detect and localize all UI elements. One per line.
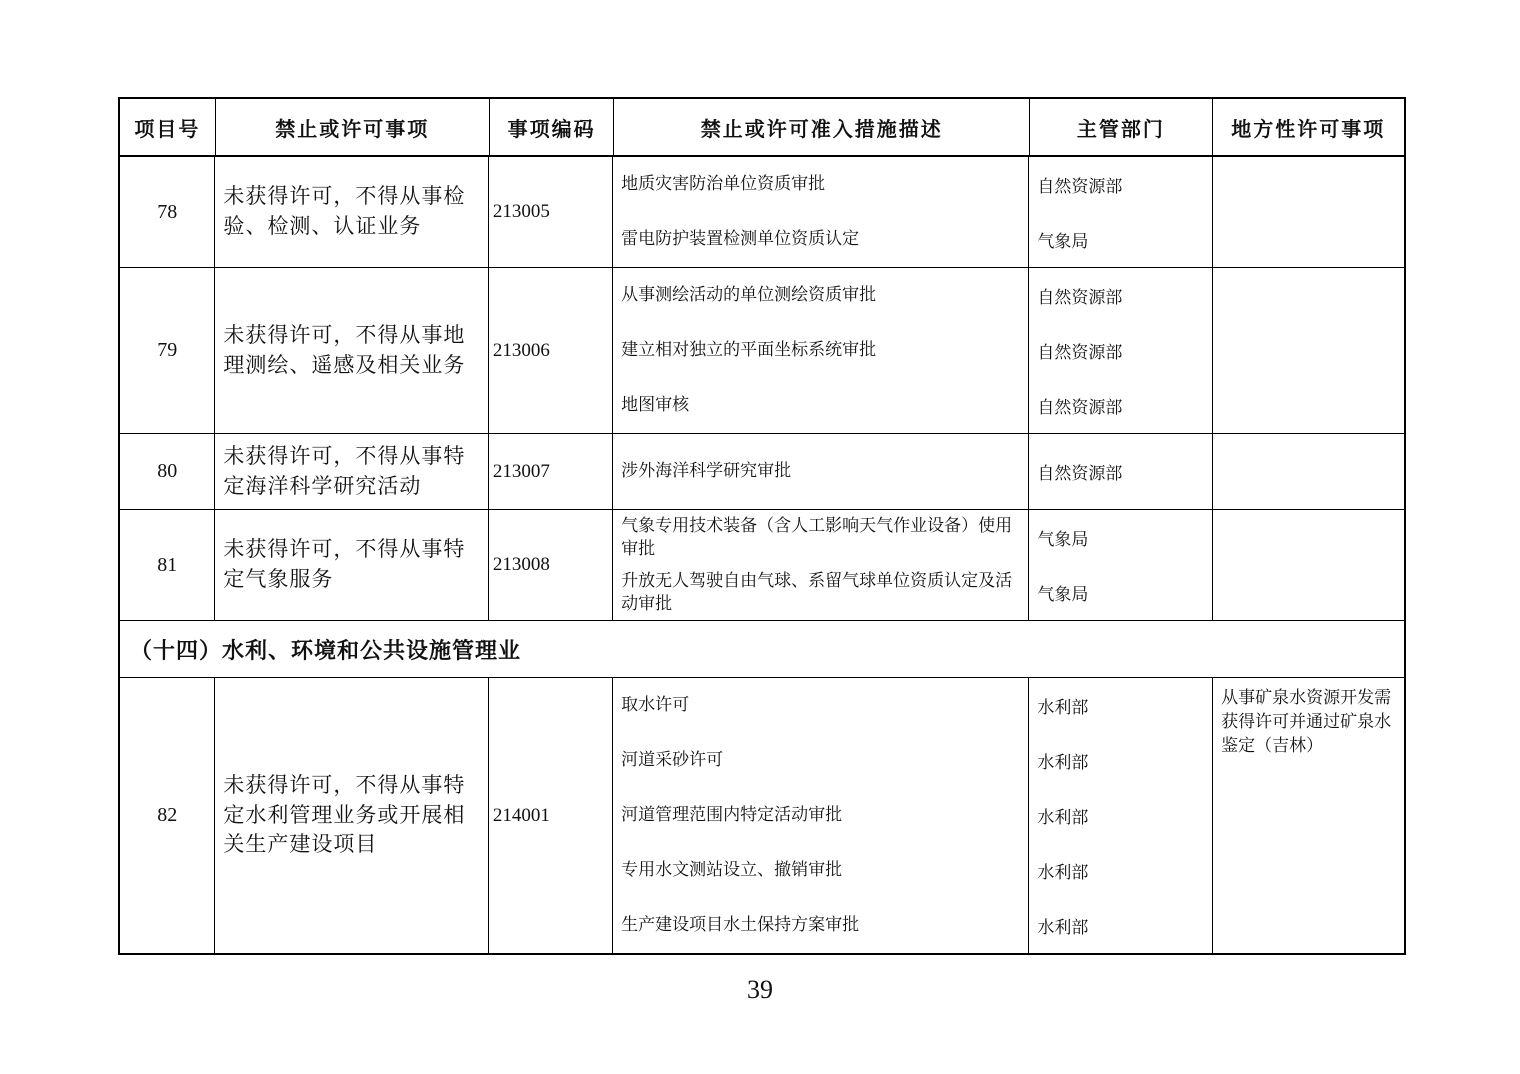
header-measure-description: 禁止或许可准入措施描述: [614, 99, 1030, 155]
measure-description: 气象专用技术装备（含人工影响天气作业设备）使用审批: [613, 510, 1029, 565]
measure-department: 水利部: [1037, 863, 1089, 882]
measure-department: 气象局: [1037, 530, 1089, 549]
measure-row: [613, 898, 1212, 953]
measure-row: [613, 843, 1212, 898]
cell-measures: [613, 157, 1213, 267]
measure-row: [613, 268, 1212, 323]
measure-department: 自然资源部: [1037, 288, 1123, 307]
measure-department: 水利部: [1037, 753, 1089, 772]
cell-prohibited-item: 未获得许可，不得从事地理测绘、遥感及相关业务: [215, 268, 488, 433]
header-competent-department: 主管部门: [1030, 99, 1212, 155]
measure-row: [613, 733, 1212, 788]
page-number: 39: [747, 975, 773, 1004]
measure-description: 从事测绘活动的单位测绘资质审批: [613, 268, 1029, 323]
header-project-number: 项目号: [120, 99, 216, 155]
header-local-permit-item: 地方性许可事项: [1231, 118, 1386, 141]
cell-item-code: 214001: [489, 678, 613, 953]
measure-row: [613, 378, 1212, 433]
measure-description: 地质灾害防治单位资质审批: [613, 157, 1029, 212]
cell-local-permit: [1213, 434, 1404, 509]
cell-project-number: 81: [120, 510, 215, 620]
cell-measures: [613, 434, 1213, 509]
cell-project-number: 80: [120, 434, 215, 509]
measure-department: 水利部: [1037, 918, 1089, 937]
measure-description: 升放无人驾驶自由气球、系留气球单位资质认定及活动审批: [613, 565, 1029, 620]
cell-local-permit: [1213, 510, 1404, 620]
cell-item-code: 213008: [489, 510, 613, 620]
table-row: [120, 157, 1404, 268]
measure-row: [613, 323, 1212, 378]
measure-department: 气象局: [1037, 585, 1089, 604]
measure-department: 自然资源部: [1037, 177, 1123, 196]
measure-department: 自然资源部: [1037, 464, 1123, 483]
measure-row: [613, 678, 1212, 733]
measure-row: [613, 510, 1212, 565]
measure-department: 水利部: [1037, 808, 1089, 827]
measure-description: 专用水文测站设立、撤销审批: [613, 843, 1029, 898]
measure-row: [613, 157, 1212, 212]
cell-project-number: 82: [120, 678, 215, 953]
measure-department: 自然资源部: [1037, 398, 1123, 417]
section-header: （十四）水利、环境和公共设施管理业: [120, 621, 1404, 678]
cell-measures: [613, 268, 1213, 433]
cell-prohibited-item: 未获得许可，不得从事特定海洋科学研究活动: [215, 434, 488, 509]
measure-description: 河道管理范围内特定活动审批: [613, 788, 1029, 843]
cell-measures: [613, 678, 1213, 953]
cell-prohibited-item: 未获得许可，不得从事特定水利管理业务或开展相关生产建设项目: [215, 678, 488, 953]
measure-department: 气象局: [1037, 232, 1089, 251]
cell-local-permit: [1213, 157, 1404, 267]
measure-description: 生产建设项目水土保持方案审批: [613, 898, 1029, 953]
table-body: [120, 157, 1404, 953]
cell-local-permit: 从事矿泉水资源开发需获得许可并通过矿泉水鉴定（吉林）: [1221, 688, 1392, 755]
cell-prohibited-item: 未获得许可，不得从事特定气象服务: [215, 510, 488, 620]
table-row: [120, 678, 1404, 953]
measure-description: 涉外海洋科学研究审批: [613, 434, 1029, 509]
cell-project-number: 79: [120, 268, 215, 433]
cell-item-code: 213006: [489, 268, 613, 433]
negative-list-table: [118, 97, 1406, 955]
measure-description: 取水许可: [613, 678, 1029, 733]
measure-department: 自然资源部: [1037, 343, 1123, 362]
cell-item-code: 213007: [489, 434, 613, 509]
header-prohibited-item: 禁止或许可事项: [216, 99, 490, 155]
cell-local-permit: [1213, 268, 1404, 433]
measure-description: 河道采砂许可: [613, 733, 1029, 788]
measure-row: [613, 434, 1212, 509]
cell-project-number: 78: [120, 157, 215, 267]
measure-row: [613, 212, 1212, 267]
measure-description: 建立相对独立的平面坐标系统审批: [613, 323, 1029, 378]
table-row: [120, 268, 1404, 434]
measure-department: 水利部: [1037, 698, 1089, 717]
cell-item-code: 213005: [489, 157, 613, 267]
measure-description: 地图审核: [613, 378, 1029, 433]
cell-measures: [613, 510, 1213, 620]
table-row: [120, 434, 1404, 510]
cell-prohibited-item: 未获得许可，不得从事检验、检测、认证业务: [215, 157, 488, 267]
table-row: [120, 510, 1404, 621]
header-item-code: 事项编码: [490, 99, 615, 155]
measure-row: [613, 565, 1212, 620]
table-header-row: [120, 99, 1404, 157]
measure-description: 雷电防护装置检测单位资质认定: [613, 212, 1029, 267]
measure-row: [613, 788, 1212, 843]
